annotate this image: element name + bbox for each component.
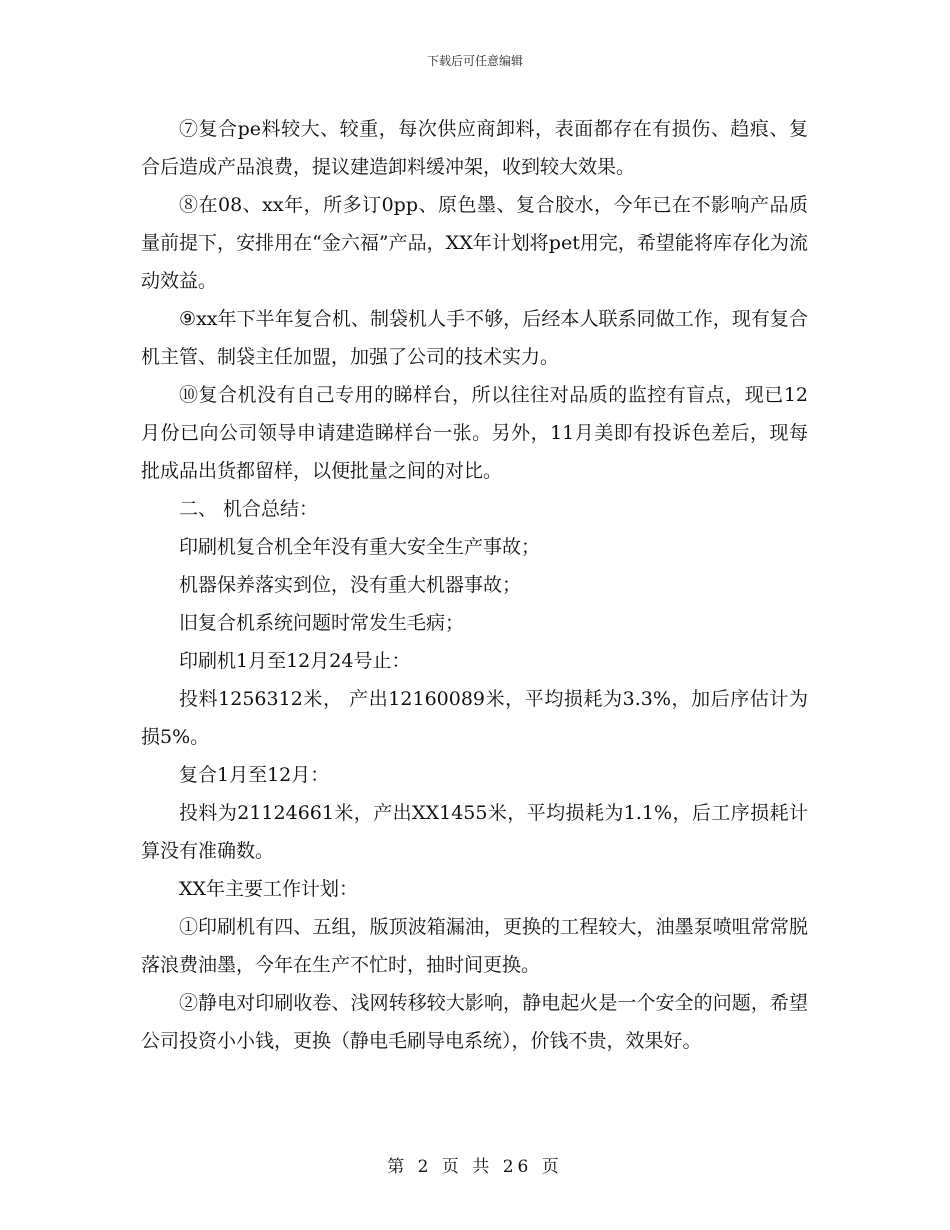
paragraph: 投料1256312米， 产出12160089米，平均损耗为3.3%，加后序估计为损5%。 [141, 688, 808, 748]
paragraph: 印刷机1月至12月24号止： [179, 650, 411, 672]
paragraph: ⑧在08、xx年，所多订0pp、原色墨、复合胶水，今年已在不影响产品质量前提下，安排用在“金六福”产品，XX年计划将pet用完，希望能将库存化为流动效益。 [141, 194, 808, 292]
paragraph: 复合1月至12月： [179, 764, 330, 786]
paragraph: ②静电对印刷收卷、浅网转移较大影响，静电起火是一个安全的问题，希望公司投资小小钱，更换（静电毛刷导电系统），价钱不贵，效果好。 [141, 992, 808, 1052]
paragraph: ①印刷机有四、五组，版顶波箱漏油，更换的工程较大，油墨泵喷咀常常脱落浪费油墨，今年在生产不忙时，抽时间更换。 [141, 916, 808, 976]
page-footer: 第 2 页 共 26 页 [387, 1157, 563, 1177]
paragraph: 旧复合机系统问题时常发生毛病； [179, 612, 465, 634]
paragraph: ⑩复合机没有自己专用的睇样台，所以往往对品质的监控有盲点，现已12月份已向公司领导申请建造睇样台一张。另外，11月美即有投诉色差后，现每批成品出货都留样，以便批量之间的对比。 [141, 384, 808, 482]
page-header: 下载后可任意编辑 [426, 54, 523, 68]
paragraph: ⑦复合pe料较大、较重，每次供应商卸料，表面都存在有损伤、趋痕、复合后造成产品浪费，提议建造卸料缓冲架，收到较大效果。 [141, 118, 808, 178]
paragraph: 印刷机复合机全年没有重大安全生产事故； [179, 536, 541, 558]
paragraph: 机器保养落实到位，没有重大机器事故； [179, 574, 522, 596]
paragraph: 投料为21124661米，产出XX1455米，平均损耗为1.1%，后工序损耗计算没有准确数。 [141, 802, 808, 862]
section-heading: 二、 机合总结： [179, 498, 319, 520]
paragraph: XX年主要工作计划： [179, 878, 359, 900]
document-body [141, 110, 808, 1060]
paragraph: ⑨xx年下半年复合机、制袋机人手不够，后经本人联系同做工作，现有复合机主管、制袋主任加盟，加强了公司的技术实力。 [141, 308, 808, 368]
